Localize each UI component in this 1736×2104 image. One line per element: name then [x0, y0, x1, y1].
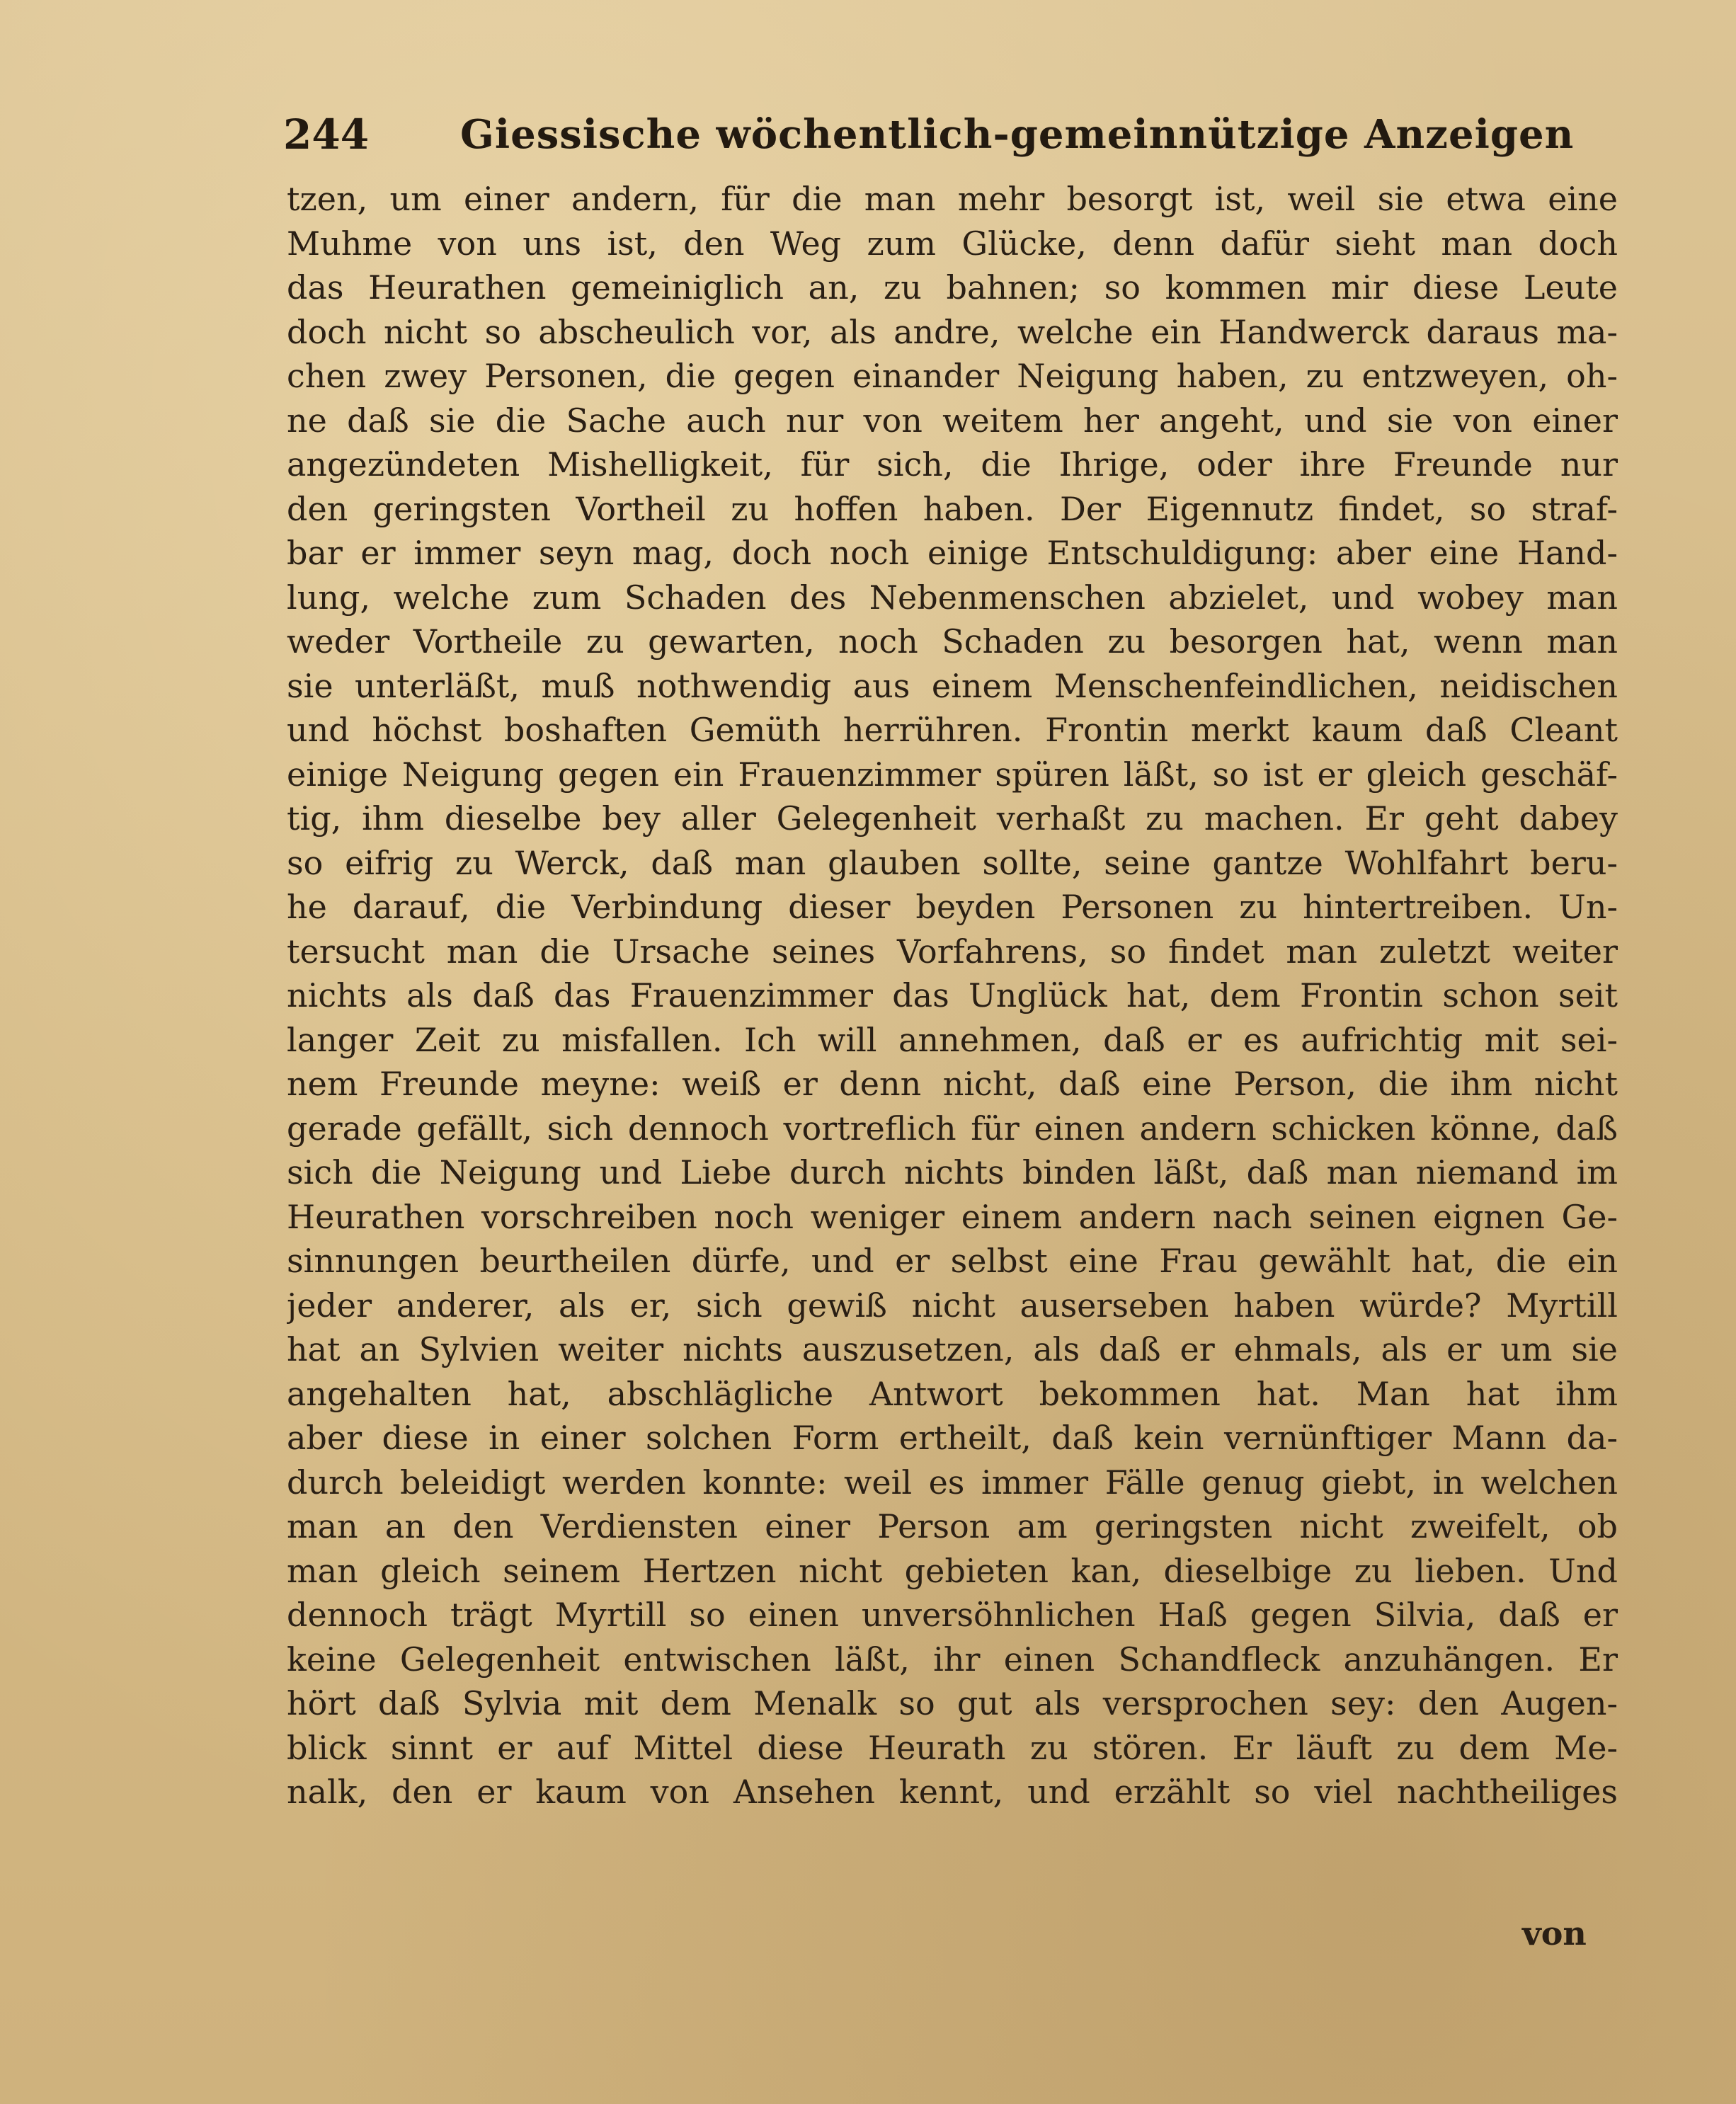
text-line: einige Neigung gegen ein Frauenzimmer spüren läßt, so ist er gleich geschäf- — [287, 755, 1618, 794]
text-line: lung, welche zum Schaden des Nebenmenschen abzielet, und wobey man — [287, 578, 1618, 617]
text-line: aber diese in einer solchen Form ertheilt, daß kein vernünftiger Mann da- — [287, 1419, 1618, 1457]
text-line: he darauf, die Verbindung dieser beyden Personen zu hintertreiben. Un- — [287, 888, 1618, 926]
text-line: man an den Verdiensten einer Person am geringsten nicht zweifelt, ob — [287, 1507, 1618, 1545]
text-line: langer Zeit zu misfallen. Ich will annehmen, daß er es aufrichtig mit sei- — [287, 1020, 1618, 1059]
text-line: und höchst boshaften Gemüth herrühren. Frontin merkt kaum daß Cleant — [287, 711, 1618, 749]
text-line: chen zwey Personen, die gegen einander Neigung haben, zu entzweyen, oh- — [287, 357, 1618, 395]
text-line: tersucht man die Ursache seines Vorfahrens, so findet man zuletzt weiter — [287, 932, 1618, 971]
text-line: hat an Sylvien weiter nichts auszusetzen, als daß er ehmals, als er um sie — [287, 1330, 1618, 1368]
text-line: Muhme von uns ist, den Weg zum Glücke, denn dafür sieht man doch — [287, 224, 1618, 263]
text-line: sie unterläßt, muß nothwendig aus einem Menschenfeindlichen, neidischen — [287, 666, 1618, 705]
text-line: jeder anderer, als er, sich gewiß nicht auserseben haben würde? Myrtill — [287, 1286, 1618, 1325]
text-line: nem Freunde meyne: weiß er denn nicht, daß eine Person, die ihm nicht — [287, 1065, 1618, 1103]
text-line: durch beleidigt werden konnte: weil es immer Fälle genug giebt, in welchen — [287, 1463, 1618, 1502]
running-title: Giessische wöchentlich-gemeinnützige Anzeigen — [460, 111, 1575, 158]
text-line: nichts als daß das Frauenzimmer das Unglück hat, dem Frontin schon seit — [287, 976, 1618, 1014]
text-line: angehalten hat, abschlägliche Antwort bekommen hat. Man hat ihm — [287, 1374, 1618, 1413]
text-line: nalk, den er kaum von Ansehen kennt, und erzählt so viel nachtheiliges — [287, 1773, 1618, 1811]
text-line: ne daß sie die Sache auch nur von weitem her angeht, und sie von einer — [287, 401, 1618, 440]
text-line: das Heurathen gemeiniglich an, zu bahnen; so kommen mir diese Leute — [287, 268, 1618, 307]
text-line: gerade gefällt, sich dennoch vortreflich für einen andern schicken könne, daß — [287, 1109, 1618, 1148]
text-line: den geringsten Vortheil zu hoffen haben. Der Eigennutz findet, so straf- — [287, 489, 1618, 528]
page-number: 244 — [283, 110, 370, 159]
text-line: man gleich seinem Hertzen nicht gebieten kan, dieselbige zu lieben. Und — [287, 1551, 1618, 1590]
text-line: keine Gelegenheit entwischen läßt, ihr einen Schandfleck anzuhängen. Er — [287, 1640, 1618, 1679]
text-line: weder Vortheile zu gewarten, noch Schaden zu besorgen hat, wenn man — [287, 622, 1618, 661]
text-line: hört daß Sylvia mit dem Menalk so gut als versprochen sey: den Augen- — [287, 1684, 1618, 1722]
page-header — [283, 99, 1575, 170]
text-line: angezündeten Mishelligkeit, für sich, die Ihrige, oder ihre Freunde nur — [287, 445, 1618, 484]
text-line: tzen, um einer andern, für die man mehr besorgt ist, weil sie etwa eine — [287, 180, 1618, 218]
text-line: bar er immer seyn mag, doch noch einige Entschuldigung: aber eine Hand- — [287, 534, 1618, 572]
body-text — [287, 177, 1618, 1814]
text-line: sinnungen beurtheilen dürfe, und er selbst eine Frau gewählt hat, die ein — [287, 1242, 1618, 1280]
text-line: dennoch trägt Myrtill so einen unversöhnlichen Haß gegen Silvia, daß er — [287, 1596, 1618, 1634]
text-line: sich die Neigung und Liebe durch nichts binden läßt, daß man niemand im — [287, 1153, 1618, 1191]
text-line: doch nicht so abscheulich vor, als andre, welche ein Handwerck daraus ma- — [287, 312, 1618, 351]
text-line: tig, ihm dieselbe bey aller Gelegenheit verhaßt zu machen. Er geht dabey — [287, 799, 1618, 837]
text-line: blick sinnt er auf Mittel diese Heurath zu stören. Er läuft zu dem Me- — [287, 1728, 1618, 1767]
text-line: Heurathen vorschreiben noch weniger einem andern nach seinen eignen Ge- — [287, 1197, 1618, 1236]
catchword: von — [1522, 1914, 1587, 1953]
text-line: so eifrig zu Werck, daß man glauben sollte, seine gantze Wohlfahrt beru- — [287, 843, 1618, 882]
